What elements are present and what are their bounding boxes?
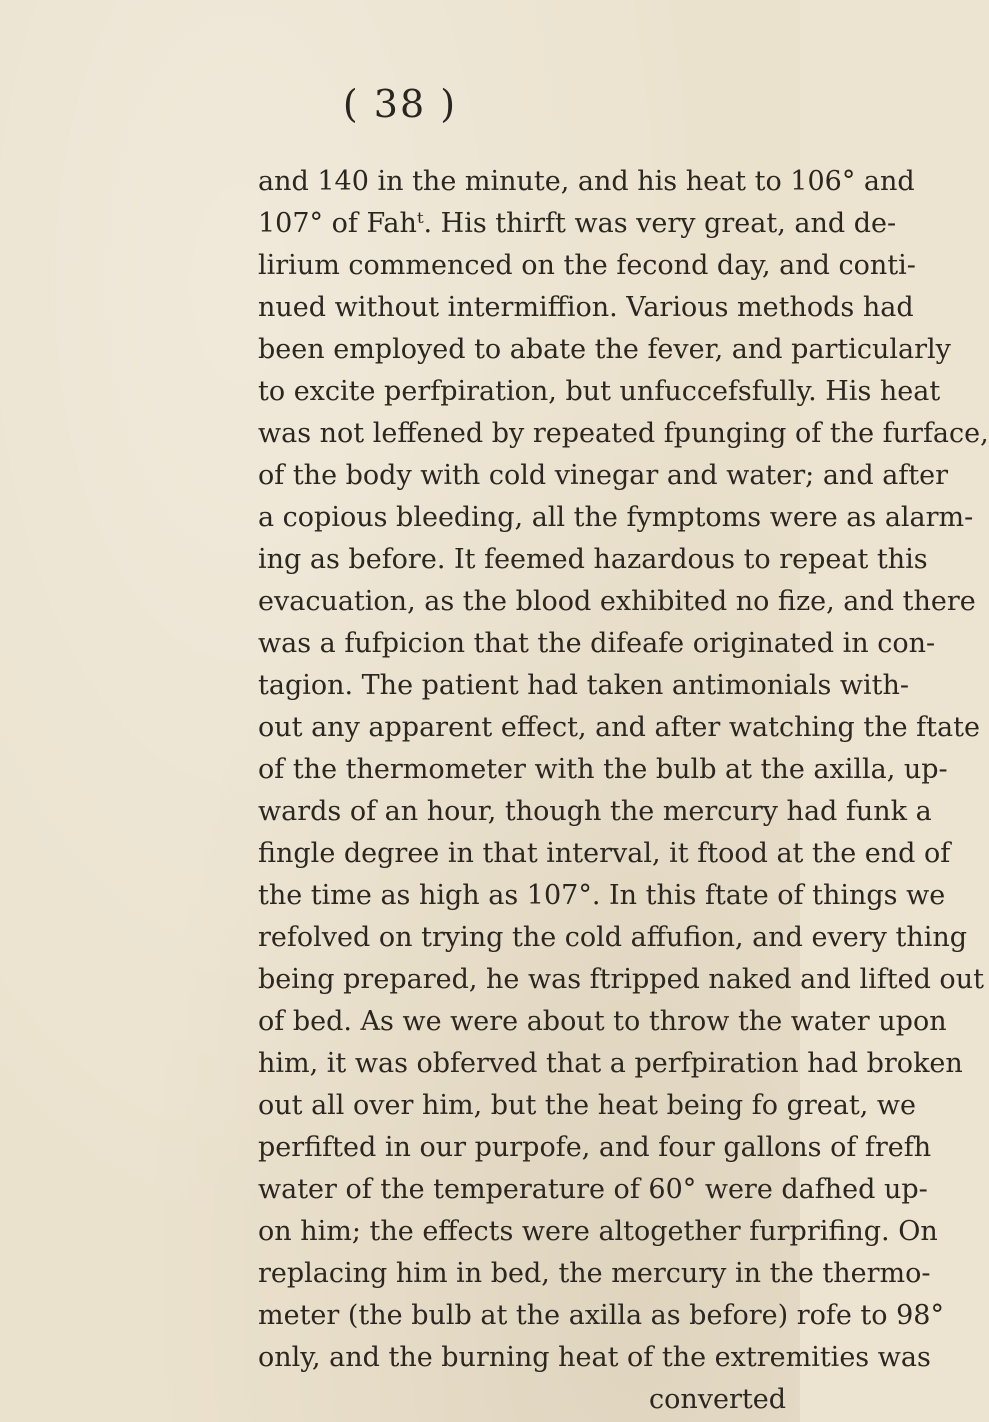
text-line: been employed to abate the fever, and particularly — [258, 334, 951, 365]
text-line: to excite perfpiration, but unfuccefsfully. His heat — [258, 376, 941, 407]
text-line: a copious bleeding, all the fymptoms were as alarm- — [258, 502, 974, 533]
text-line: only, and the burning heat of the extremities was — [258, 1342, 931, 1373]
text-line: and 140 in the minute, and his heat to 106° and — [258, 166, 915, 197]
text-line: on him; the effects were altogether furprifing. On — [258, 1216, 938, 1247]
text-line: him, it was obferved that a perfpiration had broken — [258, 1048, 963, 1079]
text-line: ing as before. It feemed hazardous to repeat this — [258, 544, 928, 575]
text-line: of the body with cold vinegar and water; and after — [258, 460, 949, 491]
text-line: perfifted in our purpofe, and four gallons of frefh — [258, 1132, 932, 1163]
text-line: lirium commenced on the fecond day, and conti- — [258, 250, 916, 281]
text-line: tagion. The patient had taken antimonials with- — [258, 670, 910, 701]
text-line: nued without intermiffion. Various methods had — [258, 292, 914, 323]
text-line: evacuation, as the blood exhibited no fize, and there — [258, 586, 976, 617]
text-line: being prepared, he was ftripped naked and lifted out — [258, 964, 984, 995]
text-line: 107° of Fahᵗ. His thirft was very great, and de- — [258, 208, 897, 239]
text-line: was a fufpicion that the difeafe originated in con- — [258, 628, 936, 659]
text-line: the time as high as 107°. In this ftate of things we — [258, 880, 946, 911]
text-line: water of the temperature of 60° were dafhed up- — [258, 1174, 928, 1205]
text-line: of bed. As we were about to throw the water upon — [258, 1006, 947, 1037]
text-line: of the thermometer with the bulb at the axilla, up- — [258, 754, 948, 785]
text-line: out any apparent effect, and after watching the ftate — [258, 712, 980, 743]
text-line: wards of an hour, though the mercury had funk a — [258, 796, 932, 827]
text-line: replacing him in bed, the mercury in the thermo- — [258, 1258, 931, 1289]
text-line: out all over him, but the heat being fo great, we — [258, 1090, 916, 1121]
text-line: refolved on trying the cold affufion, and every thing — [258, 922, 968, 953]
page-number: ( 38 ) — [342, 82, 458, 126]
catchword: converted — [648, 1384, 786, 1415]
text-line: fingle degree in that interval, it ftood at the end of — [258, 838, 951, 869]
text-line: meter (the bulb at the axilla as before) rofe to 98° — [258, 1300, 944, 1331]
text-line: was not leffened by repeated fpunging of the furface, — [258, 418, 989, 449]
